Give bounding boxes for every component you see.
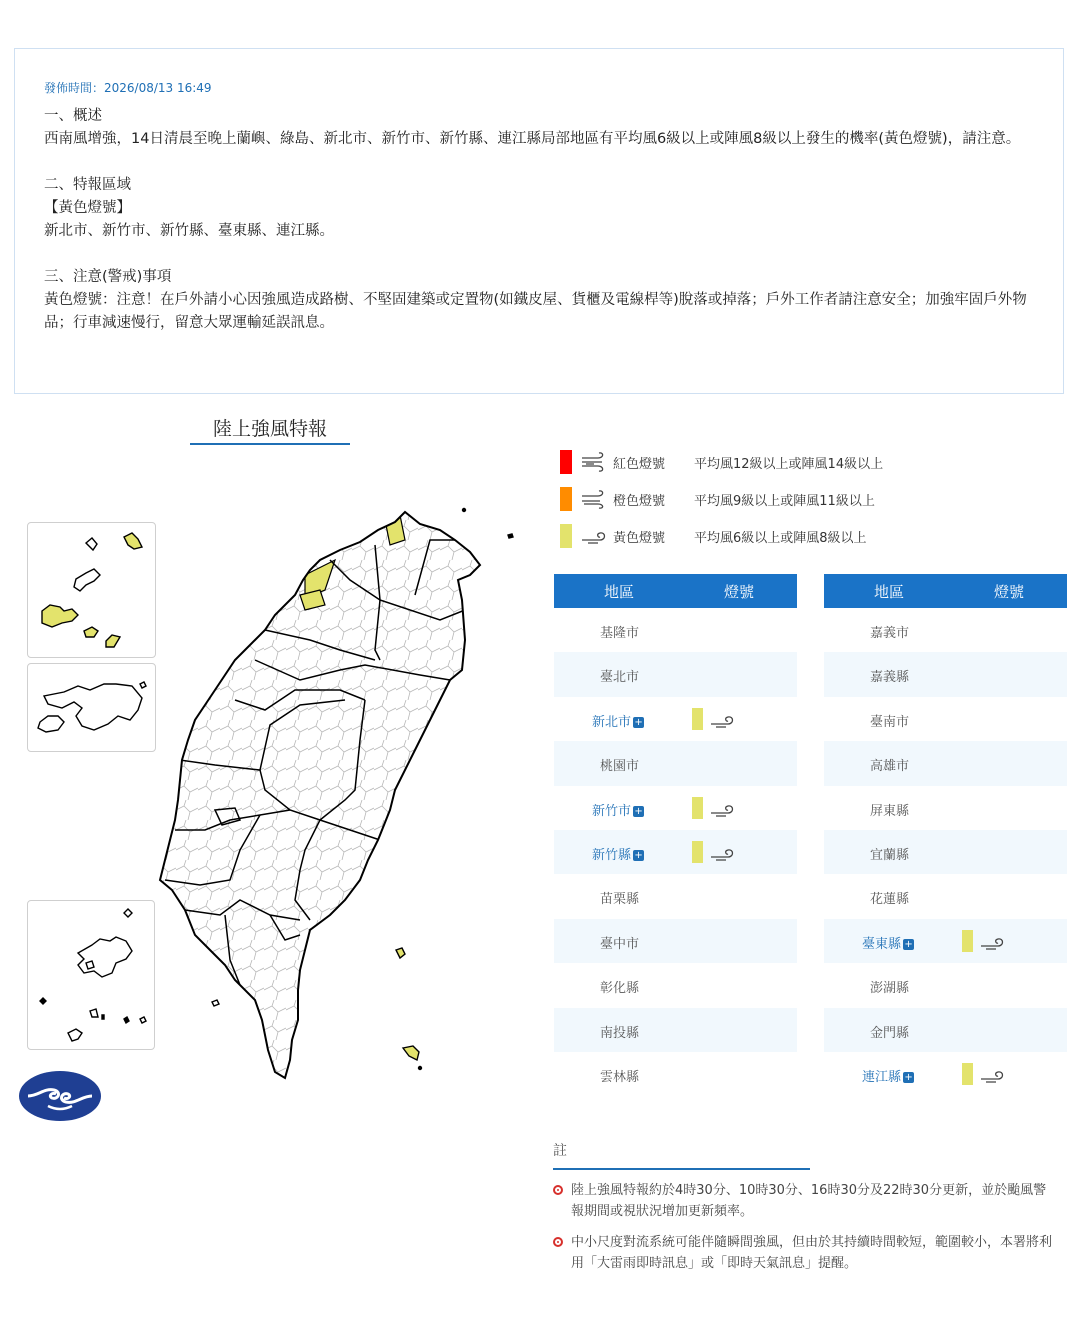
legend-red-desc: 平均風12級以上或陣風14級以上: [694, 457, 884, 472]
region-name: [600, 888, 639, 907]
green-island: [396, 948, 405, 958]
region-label: 臺中市: [600, 936, 640, 952]
header-area: 地區: [604, 583, 635, 601]
overview-title: 一、概述: [44, 108, 102, 124]
taiwan-map[interactable]: [0, 440, 530, 1090]
publish-time: 發佈時間：2026/08/13 16:49: [44, 81, 212, 95]
yellow-signal-lamp: [962, 1063, 973, 1085]
region-label: 宜蘭縣: [870, 847, 910, 863]
notes-title: 註: [553, 1140, 810, 1170]
region-name: [600, 1022, 639, 1041]
region-name: [600, 1066, 639, 1085]
region-label: 雲林縣: [600, 1069, 640, 1085]
region-name: [870, 711, 909, 730]
region-name: [870, 977, 909, 996]
legend-orange-desc: 平均風9級以上或陣風11級以上: [694, 494, 875, 509]
region-label: 新竹縣: [592, 847, 632, 863]
table-row: [824, 652, 1067, 696]
region-label: 臺北市: [600, 670, 640, 686]
legend-yellow-name: 黃色燈號: [613, 531, 666, 546]
moderate-wind-icon: [580, 489, 608, 509]
cwa-logo: [18, 1070, 102, 1122]
table-row: [824, 919, 1067, 963]
table-row: [554, 786, 797, 830]
table-row: [554, 697, 797, 741]
region-name: [870, 755, 909, 774]
legend-orange-name: 橙色燈號: [613, 494, 666, 509]
table-row: [824, 1008, 1067, 1052]
table-row: [554, 652, 797, 696]
region-table-right: [824, 574, 1067, 1096]
area-list: 新北市、新竹市、新竹縣、臺東縣、連江縣。: [44, 223, 334, 239]
table-row: [824, 786, 1067, 830]
yellow-signal-swatch: [560, 524, 572, 548]
region-name: [870, 888, 909, 907]
table-row: [824, 874, 1067, 918]
light-wind-icon: [709, 800, 735, 818]
note-text: 陸上強風特報約於4時30分、10時30分、16時30分及22時30分更新，並於颱風警報期間或視狀況增加更新頻率。: [571, 1183, 1047, 1219]
table-row: [554, 963, 797, 1007]
bullet-icon: [553, 1185, 563, 1195]
note-item: [553, 1180, 1058, 1222]
red-signal-swatch: [560, 450, 572, 474]
region-label: 花蓮縣: [870, 892, 910, 908]
table-row: [554, 874, 797, 918]
region-label: 臺東縣: [862, 936, 902, 952]
region-name: [600, 977, 639, 996]
light-wind-icon: [709, 844, 735, 862]
region-label: 南投縣: [600, 1025, 640, 1041]
header-signal: 燈號: [724, 583, 755, 601]
table-row: [554, 919, 797, 963]
yellow-signal-lamp: [692, 841, 703, 863]
table-header: [824, 574, 1067, 608]
legend-red-name: 紅色燈號: [613, 457, 666, 472]
table-row: [824, 608, 1067, 652]
caution-text: 黃色燈號：注意！在戶外請小心因強風造成路樹、不堅固建築或定置物(如鐵皮屋、貨櫃及電線桿等)脫落或掉落；戶外工作者請注意安全；加強牢固戶外物品；行車減速慢行，留意大眾運輸延誤訊息。: [44, 292, 1027, 331]
light-wind-icon: [979, 1066, 1005, 1084]
region-label: 連江縣: [862, 1069, 902, 1085]
header-area: 地區: [874, 583, 905, 601]
region-name: [600, 933, 639, 952]
region-name: [600, 666, 639, 685]
region-name[interactable]: [592, 711, 644, 730]
bulletin-body: [44, 105, 1044, 335]
table-row: [554, 1008, 797, 1052]
light-wind-icon: [580, 526, 608, 546]
region-label: 苗栗縣: [600, 892, 640, 908]
expand-plus-icon[interactable]: +: [634, 805, 643, 817]
region-name[interactable]: [862, 933, 914, 952]
table-row: [824, 1052, 1067, 1096]
table-row: [824, 830, 1067, 874]
region-label: 臺南市: [870, 714, 910, 730]
strong-wind-icon: [580, 452, 608, 472]
yellow-signal-lamp: [962, 930, 973, 952]
region-name: [870, 622, 909, 641]
notes-list: [553, 1180, 1058, 1284]
expand-plus-icon[interactable]: +: [634, 849, 643, 861]
yellow-signal-lamp: [692, 708, 703, 730]
region-table-left: [554, 574, 797, 1096]
table-row: [824, 697, 1067, 741]
header-signal: 燈號: [994, 583, 1025, 601]
map-title: 陸上強風特報: [190, 414, 350, 445]
light-wind-icon: [709, 711, 735, 729]
orchid-island: [403, 1046, 419, 1060]
light-wind-icon: [979, 933, 1005, 951]
note-text: 中小尺度對流系統可能伴隨瞬間強風，但由於其持續時間較短，範圍較小，本署將利用「大雷雨即時訊息」或「即時天氣訊息」提醒。: [571, 1235, 1053, 1271]
yellow-signal-lamp: [692, 797, 703, 819]
bullet-icon: [553, 1237, 563, 1247]
orange-signal-swatch: [560, 487, 572, 511]
region-label: 彰化縣: [600, 981, 640, 997]
region-name: [870, 800, 909, 819]
expand-plus-icon[interactable]: +: [904, 938, 913, 950]
area-title: 二、特報區域: [44, 177, 131, 193]
region-label: 基隆市: [600, 626, 640, 641]
bulletin-panel: [14, 48, 1064, 394]
region-label: 屏東縣: [870, 803, 910, 819]
table-header: [554, 574, 797, 608]
region-name[interactable]: [592, 844, 644, 863]
region-label: 新竹市: [592, 803, 632, 819]
table-row: [554, 1052, 797, 1096]
region-name: [870, 666, 909, 685]
table-row: [554, 608, 797, 652]
region-name[interactable]: [592, 800, 644, 819]
legend-yellow-desc: 平均風6級以上或陣風8級以上: [694, 531, 867, 546]
region-name: [870, 1022, 909, 1041]
region-name: [600, 755, 639, 774]
caution-title: 三、注意(警戒)事項: [44, 269, 172, 285]
region-name[interactable]: [862, 1066, 914, 1085]
note-item: [553, 1232, 1058, 1274]
expand-plus-icon[interactable]: +: [904, 1071, 913, 1083]
table-row: [554, 830, 797, 874]
region-label: 嘉義縣: [870, 670, 910, 686]
table-row: [824, 741, 1067, 785]
region-label: 澎湖縣: [870, 981, 910, 997]
region-label: 新北市: [592, 714, 632, 730]
region-label: 金門縣: [870, 1025, 910, 1041]
region-label: 桃園市: [600, 759, 640, 775]
region-name: [600, 622, 639, 641]
expand-plus-icon[interactable]: +: [634, 716, 643, 728]
table-row: [554, 741, 797, 785]
region-label: 嘉義市: [870, 626, 910, 641]
area-level: 【黃色燈號】: [44, 200, 131, 216]
overview-text: 西南風增強，14日清晨至晚上蘭嶼、綠島、新北市、新竹市、新竹縣、連江縣局部地區有平均風6級以上或陣風8級以上發生的機率(黃色燈號)，請注意。: [44, 131, 1021, 147]
region-name: [870, 844, 909, 863]
region-label: 高雄市: [870, 759, 910, 775]
table-row: [824, 963, 1067, 1007]
